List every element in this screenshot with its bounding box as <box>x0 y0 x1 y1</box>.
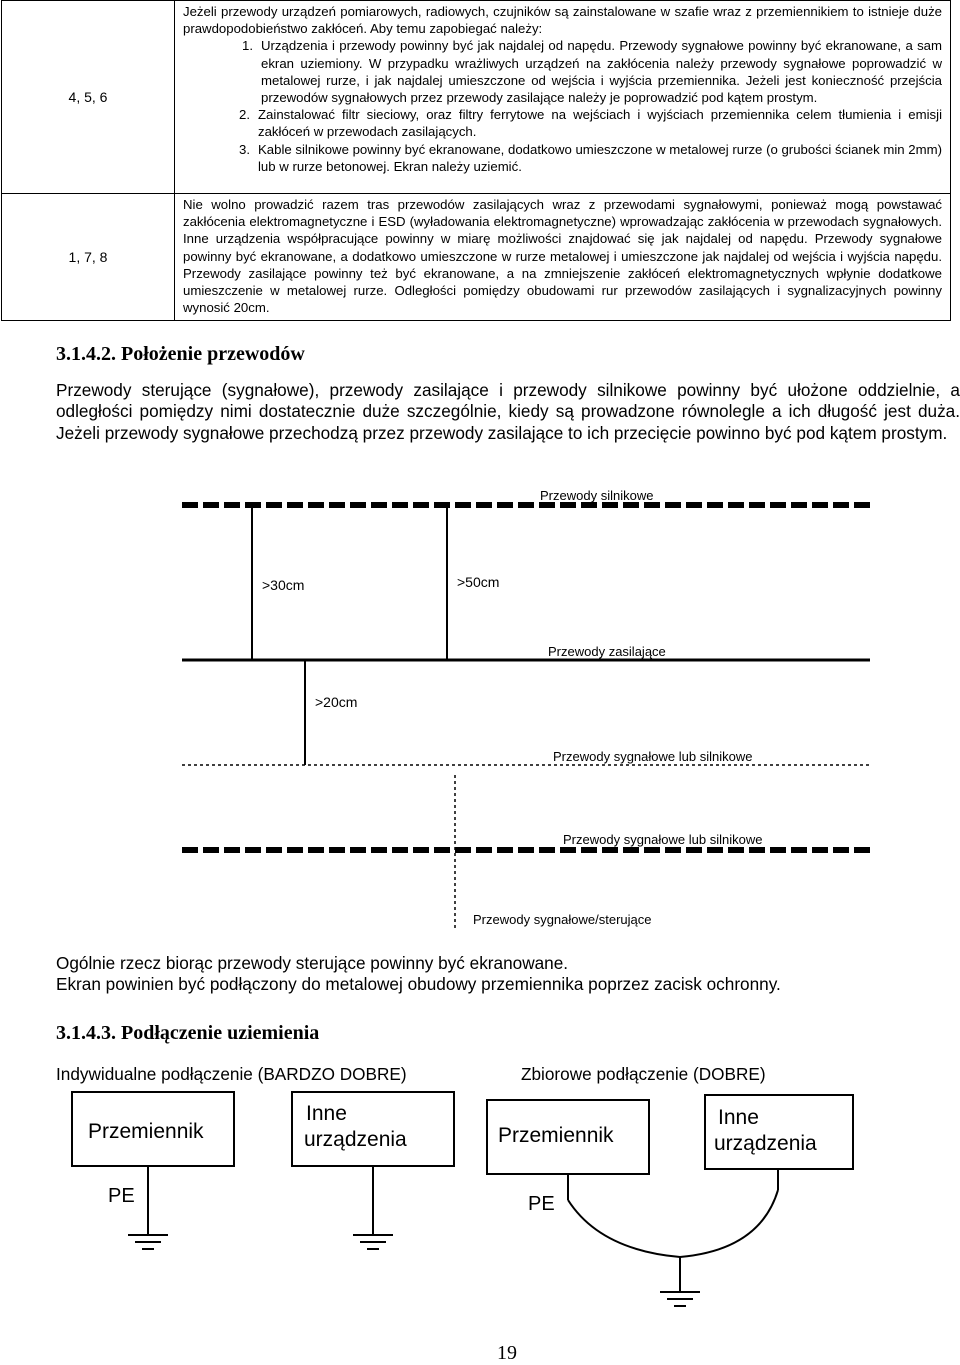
list-text: Urządzenia i przewody powinny być jak najdalej od napędu. Przewody sygnałowe powinny być ekranowane, a sam ekran uziemiony. W przypadku wrażliwych urządzeń na zakłócenia należy przewody sygnałowe poprowadzić w metalowej rurze, i jak najdalej umieszczone od wejścia i wyjścia przemiennika. Jeżeli jest konieczność przejścia przewodów sygnałowych przez przewody zasilające należy je poprowadzić pod kątem prostym. <box>261 38 942 106</box>
row-content: Nie wolno prowadzić razem tras przewodów zasilających wraz z przewodami sygnałowymi, ponieważ mogą powstawać zakłócenia elektromagnetyczne i ESD (wyładowania elektromagnetyczne) wprowadzając zakłócenia w przewodach sygnałowych. Inne urządzenia współpracujące powinny w miarę możliwości znajdować się jak najdalej od napędu. Przewody sygnałowe powinny być ekranowane, a dodatkowo umieszczone w rurze metalowej i umieszczone jak najdalej od wejścia i wyjścia napędu. Przewody zasilające powinny też być ekranowane, a na zmniejszenie zakłóceń elektromagnetycznych wpłynie dodatkowe umieszczenie w metalowej rurze. Odległości pomiędzy obudowami rur przewodów zasilających i sygnalizacyjnych powinny wynosić 20cm. <box>175 194 951 321</box>
list-number: 3. <box>239 141 250 157</box>
individual-caption: Indywidualne podłączenie (BARDZO DOBRE) <box>56 1064 407 1084</box>
row-ref: 4, 5, 6 <box>2 1 175 194</box>
list-text: Zainstalować filtr sieciowy, oraz filtry ferrytowe na wejściach i wyjściach przemiennika celem tłumienia i emisji zakłóceń w przewodach zasilających. <box>258 107 942 140</box>
ground-wire <box>680 1190 778 1257</box>
other-devices-label-1: Inne <box>718 1106 759 1129</box>
ground-symbol-icon <box>353 1235 393 1249</box>
converter-label: Przemiennik <box>88 1120 204 1143</box>
page-number: 19 <box>497 1342 517 1364</box>
converter-label: Przemiennik <box>498 1124 614 1147</box>
individual-grounding-diagram <box>72 1092 454 1249</box>
section-heading: 3.1.4.2. Położenie przewodów <box>56 343 305 365</box>
shared-grounding-diagram <box>487 1095 853 1306</box>
note-line: Ogólnie rzecz biorąc przewody sterujące powinny być ekranowane. <box>56 953 569 973</box>
power-cable-label: Przewody zasilające <box>548 644 666 659</box>
list-number: 1. <box>242 38 253 54</box>
note-line: Ekran powinien być podłączony do metalowej obudowy przemiennika poprzez zacisk ochronny. <box>56 974 781 994</box>
other-devices-label-2: urządzenia <box>714 1132 817 1155</box>
motor-cable-label: Przewody silnikowe <box>540 488 654 503</box>
ground-symbol-icon <box>128 1235 168 1249</box>
section-paragraph: Przewody sterujące (sygnałowe), przewody zasilające i przewody silnikowe powinny być ułożone oddzielnie, a odległości pomiędzy nimi dostatecznie duże szczególnie, kiedy są prowadzone równolegle a ich długość jest duża. Jeżeli przewody sygnałowe przechodzą przez przewody zasilające to ich przecięcie powinno być pod kątem prostym. <box>56 380 960 443</box>
distance-label-30: >30cm <box>262 577 305 593</box>
ground-wire <box>568 1200 680 1257</box>
other-devices-label-2: urządzenia <box>304 1128 407 1151</box>
cable-spacing-diagram <box>182 488 870 930</box>
signal-cable-label: Przewody sygnałowe lub silnikowe <box>553 749 753 764</box>
row-ref: 1, 7, 8 <box>2 194 175 321</box>
list-text: Kable silnikowe powinny być ekranowane, dodatkowo umieszczone w metalowej rurze (o grubości ścianek min 2mm) lub w rurze betonowej. Ekran należy uziemić. <box>258 141 942 174</box>
control-cable-label: Przewody sygnałowe/sterujące <box>473 912 652 927</box>
distance-label-50: >50cm <box>457 574 500 590</box>
list-number: 2. <box>239 107 250 123</box>
shared-caption: Zbiorowe podłączenie (DOBRE) <box>521 1064 766 1084</box>
pe-label: PE <box>108 1185 135 1207</box>
row-intro: Jeżeli przewody urządzeń pomiarowych, radiowych, czujników są zainstalowane w szafie wraz z przemiennikiem to istnieje duże prawdopodobieństwo zakłóceń. Aby temu zapobiegać należy: <box>183 4 942 37</box>
pe-label: PE <box>528 1193 555 1215</box>
section-heading: 3.1.4.3. Podłączenie uziemienia <box>56 1022 320 1044</box>
distance-label-20: >20cm <box>315 694 358 710</box>
crossing-cable-label: Przewody sygnałowe lub silnikowe <box>563 832 763 847</box>
other-devices-label-1: Inne <box>306 1102 347 1125</box>
ground-symbol-icon <box>660 1292 700 1306</box>
